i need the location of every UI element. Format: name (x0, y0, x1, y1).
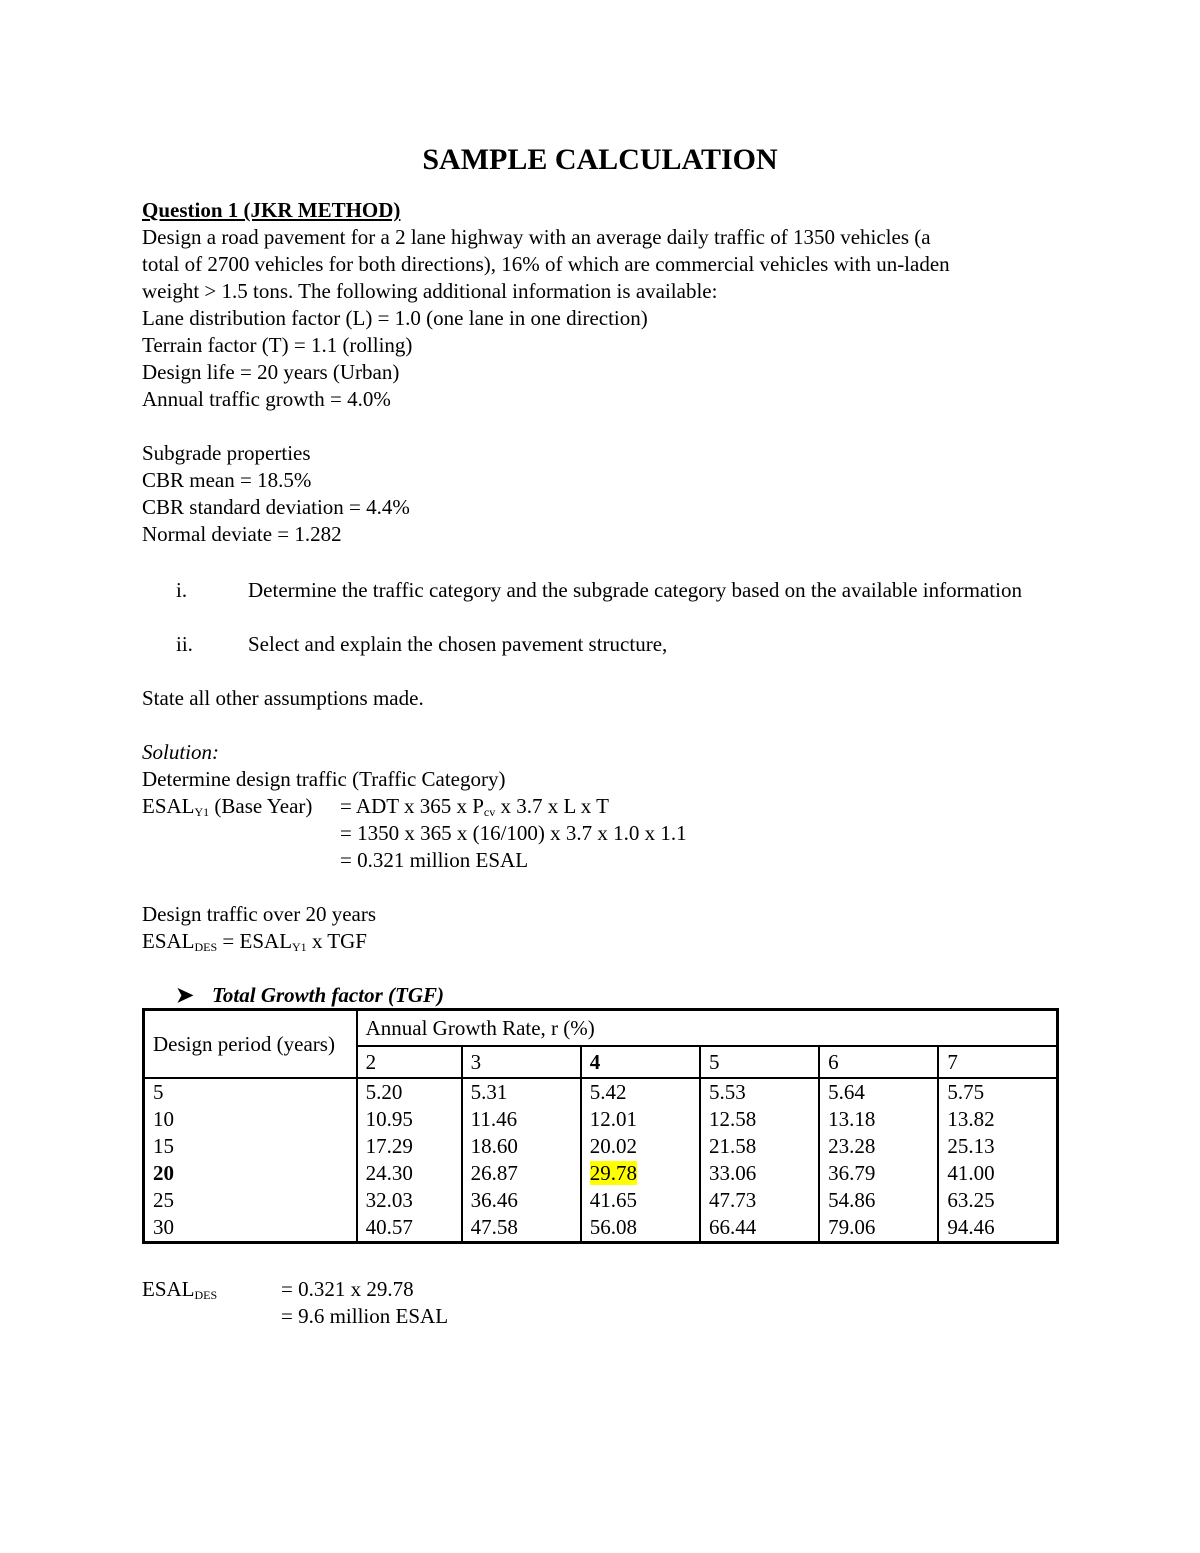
task-text: Determine the traffic category and the subgrade category based on the available information (248, 578, 1022, 602)
question-heading: Question 1 (JKR METHOD) (142, 198, 401, 222)
value-cell: 5.31 (470, 1080, 508, 1104)
value-cell: 17.29 (365, 1134, 413, 1158)
growth-rate-header: Annual Growth Rate, r (%) (357, 1010, 1058, 1047)
value-cell: 36.46 (470, 1188, 518, 1212)
value-cell: 33.06 (708, 1161, 757, 1185)
equation-rhs: = 0.321 million ESAL (340, 848, 529, 872)
question-line: Annual traffic growth = 4.0% (142, 387, 391, 411)
period-cell: 25 (153, 1188, 174, 1212)
value-cell: 25.13 (947, 1134, 995, 1158)
page-title: SAMPLE CALCULATION (422, 143, 778, 176)
value-cell: 94.46 (947, 1215, 995, 1239)
rate-column (462, 1078, 581, 1243)
lhs-suffix: (Base Year) (209, 794, 313, 818)
esal-text: ESAL (142, 794, 195, 818)
question-line: Design life = 20 years (Urban) (142, 360, 400, 384)
value-cell: 32.03 (365, 1188, 413, 1212)
value-cell: 23.28 (828, 1134, 876, 1158)
value-cell: 66.44 (708, 1215, 757, 1239)
task-text: Select and explain the chosen pavement structure, (248, 632, 668, 656)
rate-header: 2 (357, 1046, 462, 1078)
value-cell: 47.73 (708, 1188, 757, 1212)
question-line: Terrain factor (T) = 1.1 (rolling) (142, 333, 413, 357)
period-column (144, 1078, 357, 1243)
value-cell-highlighted (590, 1160, 691, 1187)
equation-rhs: = 9.6 million ESAL (281, 1304, 449, 1328)
period-cell: 30 (153, 1215, 174, 1239)
solution-label: Solution: (142, 740, 219, 764)
value-cell: 5.53 (708, 1080, 746, 1104)
value-cell: 79.06 (828, 1215, 876, 1239)
value-cell: 24.30 (365, 1161, 413, 1185)
tgf-table (142, 1008, 1059, 1244)
question-line: total of 2700 vehicles for both directions), 16% of which are commercial vehicles with un-laden (142, 252, 950, 276)
value-cell: 13.18 (828, 1107, 876, 1131)
value-cell: 5.20 (365, 1080, 403, 1104)
value-cell: 20.02 (589, 1134, 638, 1158)
equation-rhs: = 1350 x 365 x (16/100) x 3.7 x 1.0 x 1.1 (340, 821, 687, 845)
equation-rhs: = 0.321 x 29.78 (281, 1277, 414, 1301)
rhs-text: x 3.7 x L x T (495, 794, 609, 818)
value-cell: 47.58 (470, 1215, 518, 1239)
rate-header: 6 (819, 1046, 938, 1078)
value-cell: 11.46 (470, 1107, 518, 1131)
esal-text: x TGF (306, 929, 367, 953)
tgf-heading (176, 982, 444, 1008)
value-cell: 5.64 (828, 1080, 865, 1104)
solution-step: Design traffic over 20 years (142, 902, 377, 926)
value-cell: 10.95 (365, 1107, 413, 1131)
solution-step: Determine design traffic (Traffic Category) (142, 767, 506, 791)
subgrade-line: CBR standard deviation = 4.4% (142, 495, 410, 519)
period-cell: 10 (153, 1107, 174, 1131)
question-line: Design a road pavement for a 2 lane highway with an average daily traffic of 1350 vehicles (a (142, 225, 931, 249)
value-cell: 5.75 (947, 1080, 985, 1104)
task-number: ii. (176, 632, 193, 656)
subscript: cv (483, 805, 496, 819)
esal-text: ESAL (142, 929, 195, 953)
rate-column (700, 1078, 819, 1243)
subscript: Y1 (194, 805, 210, 819)
subgrade-line: Normal deviate = 1.282 (142, 522, 342, 546)
assumptions-line: State all other assumptions made. (142, 686, 424, 710)
value-cell: 13.82 (947, 1107, 995, 1131)
rate-column (938, 1078, 1057, 1243)
value-cell: 12.01 (589, 1107, 638, 1131)
subscript: DES (194, 1288, 218, 1302)
design-period-header: Design period (years) (144, 1010, 357, 1079)
rate-column (357, 1078, 462, 1243)
value-cell: 41.00 (947, 1161, 995, 1185)
value-cell: 63.25 (947, 1188, 995, 1212)
subgrade-line: CBR mean = 18.5% (142, 468, 312, 492)
subgrade-line: Subgrade properties (142, 441, 311, 465)
value-cell: 21.58 (708, 1134, 757, 1158)
esal-text: = ESAL (217, 929, 293, 953)
question-line: Lane distribution factor (L) = 1.0 (one lane in one direction) (142, 306, 648, 330)
value-cell: 40.57 (365, 1215, 413, 1239)
question-line: weight > 1.5 tons. The following additional information is available: (142, 279, 718, 303)
value-cell: 36.79 (828, 1161, 876, 1185)
value-cell: 18.60 (470, 1134, 518, 1158)
value-cell: 12.58 (708, 1107, 757, 1131)
esal-text: ESAL (142, 1277, 195, 1301)
value-cell: 54.86 (828, 1188, 876, 1212)
subscript: DES (194, 940, 218, 954)
value-cell: 26.87 (470, 1161, 518, 1185)
rate-header: 5 (700, 1046, 819, 1078)
equation-lhs (142, 1276, 217, 1308)
subscript: Y1 (292, 940, 307, 954)
rate-column (819, 1078, 938, 1243)
tgf-heading-text: Total Growth factor (TGF) (212, 983, 444, 1007)
period-cell: 15 (153, 1134, 174, 1158)
rate-header: 4 (581, 1046, 700, 1078)
value-cell: 41.65 (589, 1188, 638, 1212)
value-cell: 56.08 (589, 1215, 638, 1239)
rhs-text: = ADT x 365 x P (340, 794, 484, 818)
period-cell: 20 (153, 1161, 174, 1185)
period-cell: 5 (153, 1080, 164, 1104)
highlighted-value: 29.78 (589, 1161, 638, 1185)
task-number: i. (176, 578, 188, 602)
esal-des-formula (142, 928, 367, 960)
arrow-bullet-icon: ➤ (176, 983, 194, 1007)
value-cell: 5.42 (589, 1080, 627, 1104)
rate-header: 3 (462, 1046, 581, 1078)
rate-column (581, 1078, 700, 1243)
equation-lhs (142, 793, 312, 825)
rate-header: 7 (938, 1046, 1057, 1078)
